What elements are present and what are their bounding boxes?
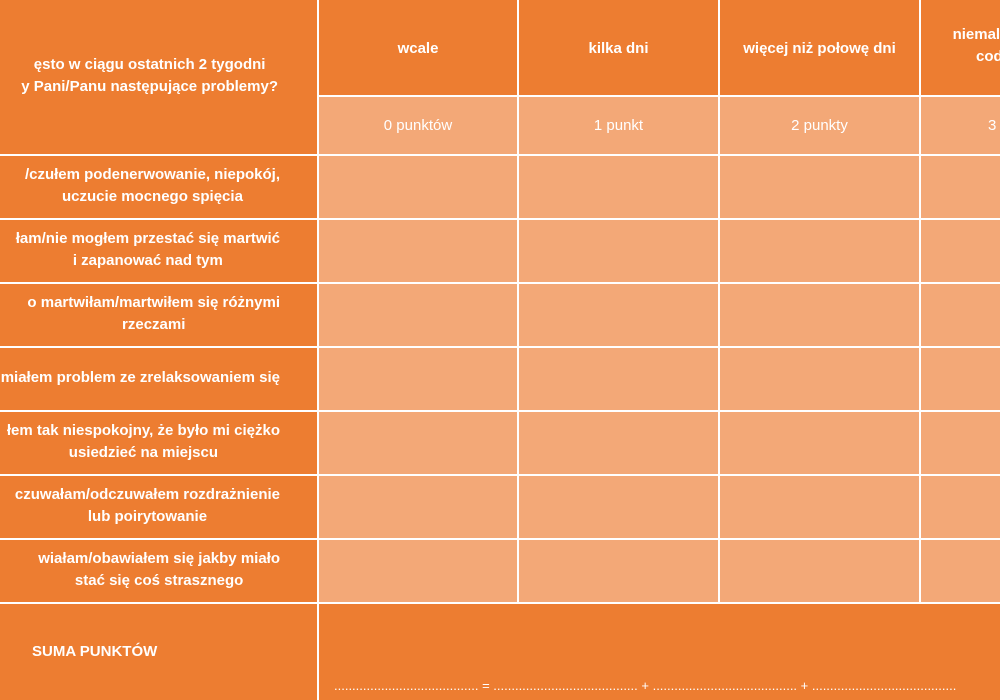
question-cell (0, 475, 318, 539)
answer-cell[interactable] (318, 347, 518, 411)
answer-cell[interactable] (318, 411, 518, 475)
sum-formula-dots: ........................................ = ........................................ + ........................................ + ........................................ (334, 678, 957, 693)
grid-line (0, 346, 1000, 348)
column-header-wiecej-niz-polowe-dni (719, 0, 920, 96)
grid-line (0, 602, 1000, 604)
column-header-label-line1: niemal (952, 26, 1001, 43)
answer-cell[interactable] (719, 283, 920, 347)
question-cell (0, 539, 318, 603)
question-text-line1: łam/nie mogłem przestać się martwić (15, 230, 280, 247)
question-text-line1: o martwiłam/martwiłem się różnymi (27, 294, 280, 311)
question-text-line1: /czułem podenerwowanie, niepokój, (24, 166, 280, 183)
answer-cell[interactable] (518, 155, 719, 219)
question-cell (0, 411, 318, 475)
points-cell-3 (920, 96, 1000, 155)
grid-line (0, 410, 1000, 412)
question-cell (0, 155, 318, 219)
answer-cell[interactable] (318, 155, 518, 219)
answer-cell[interactable] (318, 539, 518, 603)
question-text-line2: stać się coś strasznego (74, 572, 244, 589)
column-header-label-line2: cod (976, 48, 1003, 65)
column-header-niemal-codziennie (920, 0, 1003, 96)
question-text-line1: wiałam/obawiałem się jakby miało (38, 550, 280, 567)
question-text-line2: uczucie mocnego spięcia (62, 188, 243, 205)
column-header-wcale (318, 0, 518, 96)
question-text-line1: czuwałam/odczuwałem rozdrażnienie (14, 486, 280, 503)
answer-cell[interactable] (719, 347, 920, 411)
points-cell-2 (719, 96, 920, 155)
grid-line (517, 0, 519, 603)
column-header-label: kilka dni (588, 39, 649, 57)
points-label: 3 (988, 117, 997, 134)
answer-cell[interactable] (920, 475, 1000, 539)
points-cell-1 (518, 96, 719, 155)
answer-cell[interactable] (518, 539, 719, 603)
grid-line (919, 0, 921, 603)
answer-cell[interactable] (518, 283, 719, 347)
answer-cell[interactable] (518, 347, 719, 411)
question-text-line2: lub poirytowanie (87, 508, 208, 525)
answer-cell[interactable] (518, 475, 719, 539)
points-cell-0 (318, 96, 518, 155)
answer-cell[interactable] (920, 155, 1000, 219)
question-cell (0, 347, 318, 411)
answer-cell[interactable] (719, 475, 920, 539)
question-text-line1: łem tak niespokojny, że było mi ciężko (6, 422, 280, 439)
answer-cell[interactable] (920, 283, 1000, 347)
question-header-line1: ęsto w ciągu ostatnich 2 tygodni (33, 56, 266, 73)
column-header-kilka-dni (518, 0, 719, 96)
points-label: 1 punkt (593, 117, 644, 134)
points-label: 2 punkty (791, 117, 848, 134)
question-text-line1: miałem problem ze zrelaksowaniem się (0, 369, 280, 386)
answer-cell[interactable] (719, 539, 920, 603)
answer-cell[interactable] (719, 155, 920, 219)
grid-line (0, 538, 1000, 540)
answer-cell[interactable] (719, 411, 920, 475)
answer-cell[interactable] (318, 283, 518, 347)
question-text-line2: rzeczami (122, 316, 186, 333)
grid-line (0, 218, 1000, 220)
answer-cell[interactable] (518, 411, 719, 475)
answer-cell[interactable] (719, 219, 920, 283)
answer-cell[interactable] (318, 219, 518, 283)
grid-line (718, 0, 720, 603)
question-header-cell (0, 0, 318, 155)
question-text-line2: i zapanować nad tym (72, 252, 223, 269)
question-header-line2: y Pani/Panu następujące problemy? (21, 78, 278, 95)
points-label: 0 punktów (383, 117, 453, 134)
grid-line (317, 0, 319, 700)
question-cell (0, 283, 318, 347)
column-header-label: więcej niż połowę dni (743, 39, 896, 57)
question-cell (0, 219, 318, 283)
answer-cell[interactable] (920, 539, 1000, 603)
column-header-label: wcale (397, 39, 439, 57)
answer-cell[interactable] (920, 411, 1000, 475)
grid-line (0, 474, 1000, 476)
question-text-line2: usiedzieć na miejscu (68, 444, 219, 461)
grid-line (0, 282, 1000, 284)
grid-line (318, 95, 1000, 97)
answer-cell[interactable] (518, 219, 719, 283)
sum-label-cell (0, 603, 318, 700)
answer-cell[interactable] (318, 475, 518, 539)
answer-cell[interactable] (920, 219, 1000, 283)
grid-line (0, 154, 1000, 156)
answer-cell[interactable] (920, 347, 1000, 411)
sum-label: SUMA PUNKTÓW (32, 643, 158, 660)
